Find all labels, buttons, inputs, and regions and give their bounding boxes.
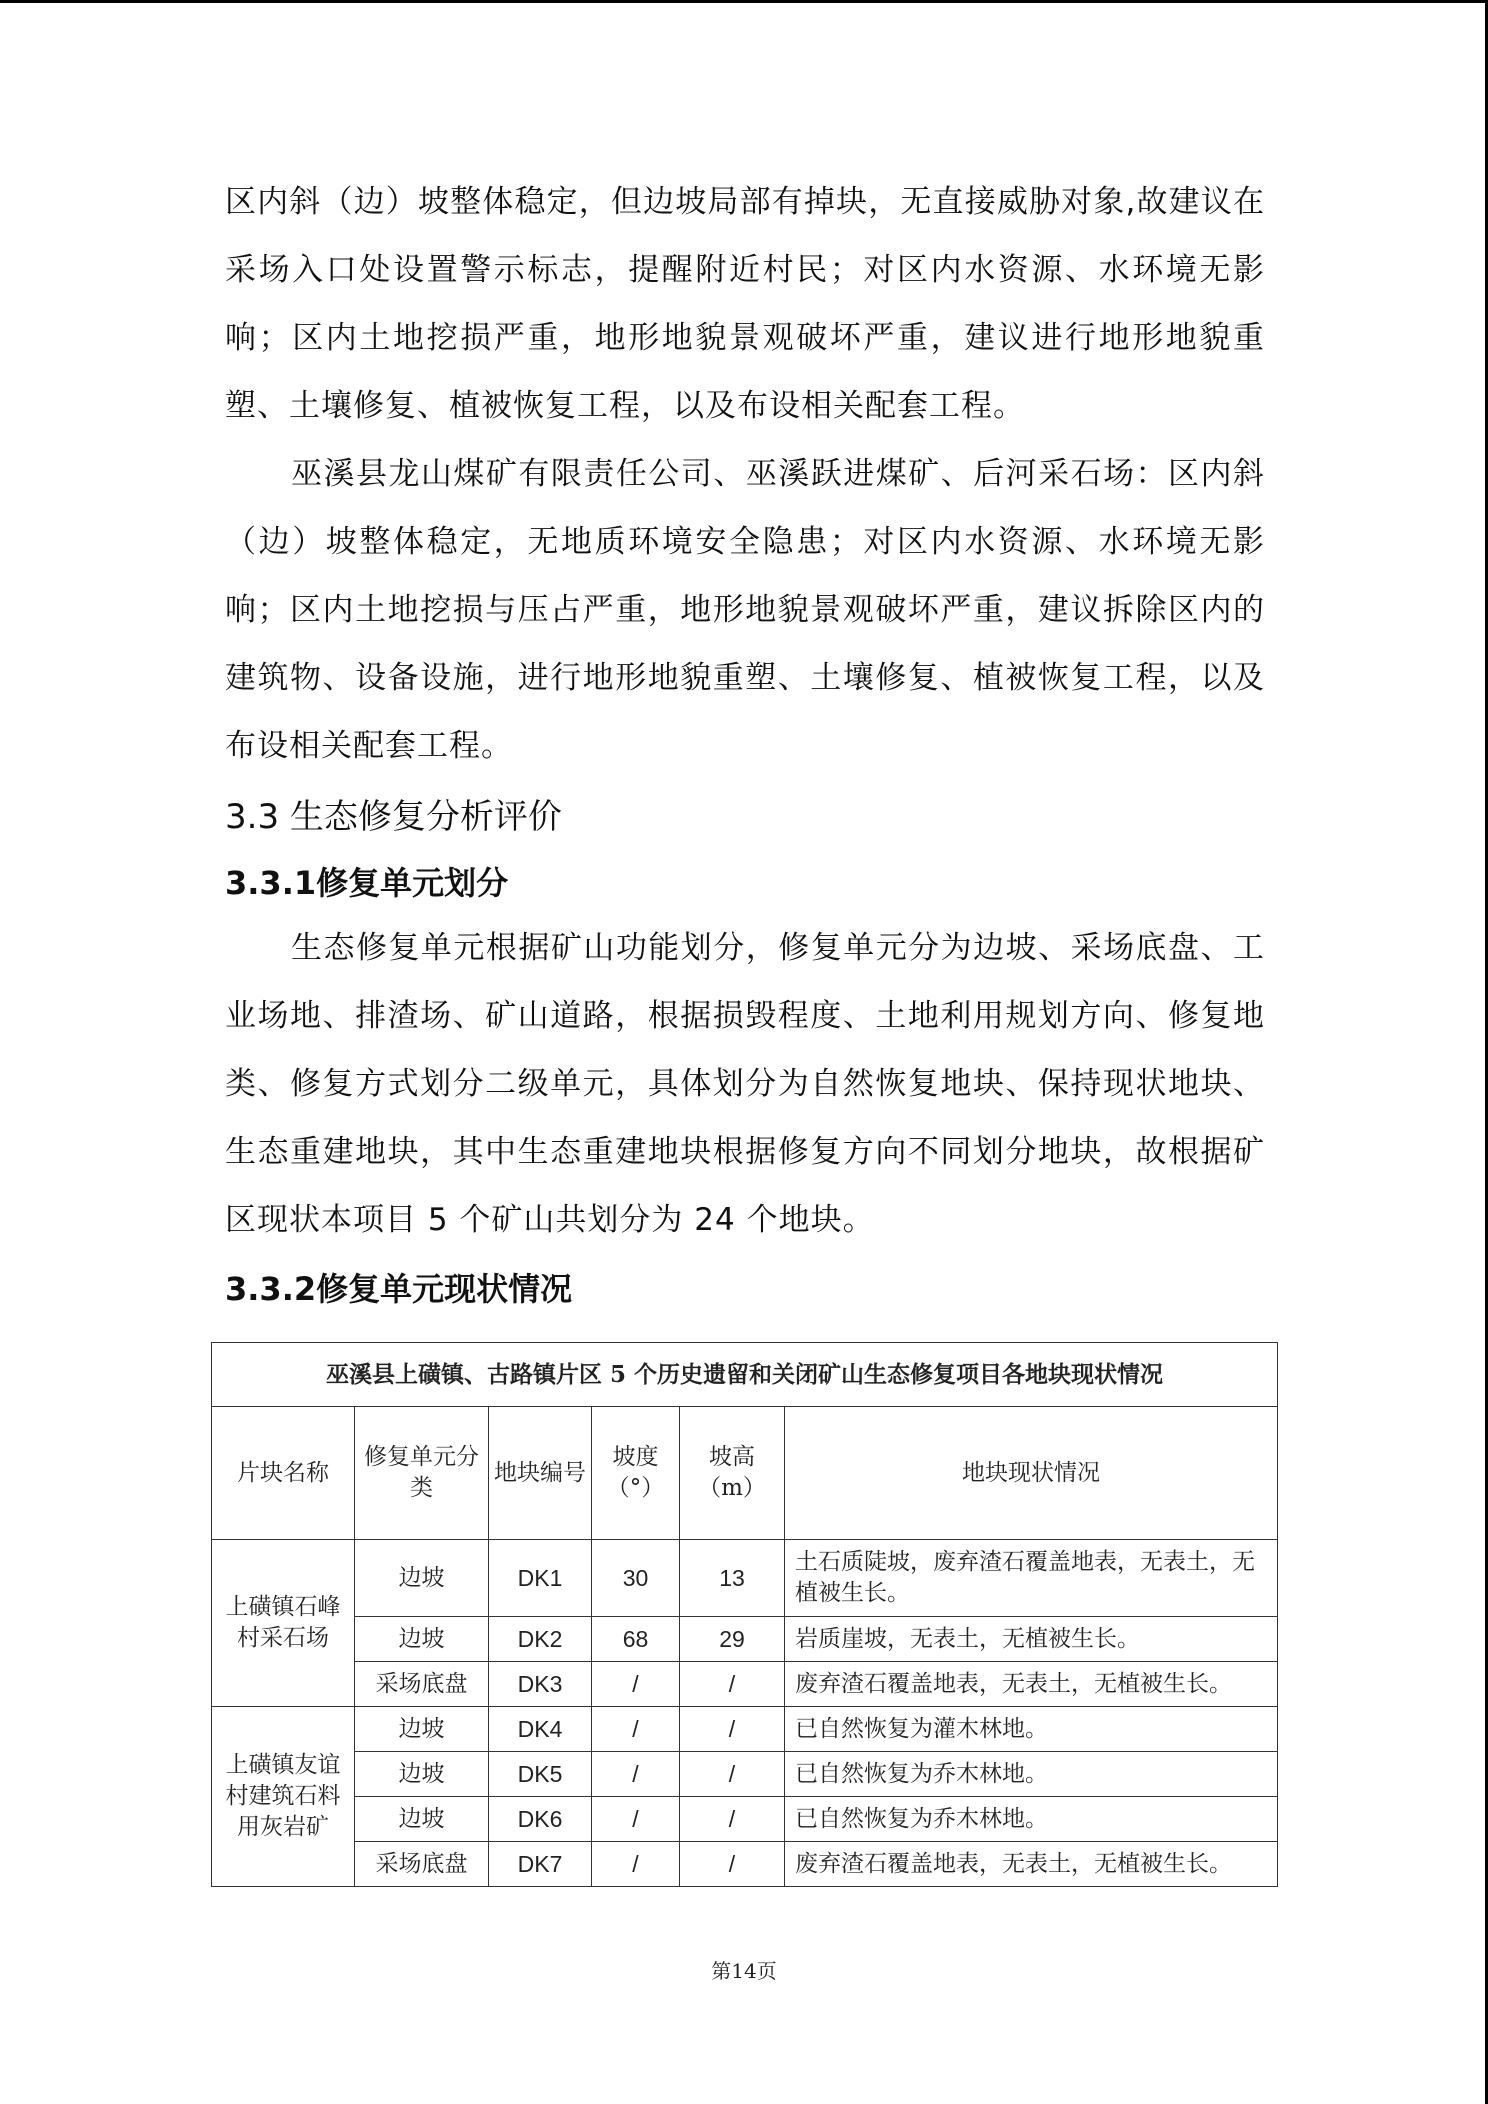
heading-3-3: 3.3 生态修复分析评价 [225, 797, 562, 837]
group-name: 上磺镇石峰村采石场 [212, 1540, 355, 1707]
cell-unit: 边坡 [355, 1540, 489, 1617]
group-name: 上磺镇友谊村建筑石料用灰岩矿 [212, 1707, 355, 1887]
cell-slope: 30 [592, 1540, 680, 1617]
cell-height: / [680, 1842, 785, 1887]
plot-status-table [211, 1342, 1278, 1887]
heading-3-3-2: 3.3.2修复单元现状情况 [225, 1270, 573, 1308]
paragraph-slope-assessment: 区内斜（边）坡整体稳定，但边坡局部有掉块，无直接威胁对象,故建议在采场入口处设置警示标志，提醒附近村民；对区内水资源、水环境无影响；区内土地挖损严重，地形地貌景观破坏严重，建议进行地形地貌重塑、土壤修复、植被恢复工程，以及布设相关配套工程。 [225, 184, 1265, 424]
cell-height: 29 [680, 1617, 785, 1662]
page-content [225, 168, 1265, 1320]
cell-code: DK4 [489, 1707, 592, 1752]
table-row [212, 1752, 1278, 1797]
header-name: 片块名称 [212, 1407, 355, 1540]
table-header-row [212, 1407, 1278, 1540]
cell-status: 已自然恢复为灌木林地。 [785, 1707, 1278, 1752]
header-height: 坡高（m） [680, 1407, 785, 1540]
table-row [212, 1842, 1278, 1887]
cell-code: DK6 [489, 1797, 592, 1842]
header-unit: 修复单元分类 [355, 1407, 489, 1540]
cell-code: DK1 [489, 1540, 592, 1617]
cell-slope: / [592, 1842, 680, 1887]
cell-code: DK3 [489, 1662, 592, 1707]
header-status: 地块现状情况 [785, 1407, 1278, 1540]
cell-status: 废弃渣石覆盖地表，无表土，无植被生长。 [785, 1842, 1278, 1887]
cell-status: 已自然恢复为乔木林地。 [785, 1797, 1278, 1842]
cell-height: / [680, 1752, 785, 1797]
cell-status: 废弃渣石覆盖地表，无表土，无植被生长。 [785, 1662, 1278, 1707]
cell-slope: 68 [592, 1617, 680, 1662]
cell-unit: 边坡 [355, 1752, 489, 1797]
paragraph-unit-division: 生态修复单元根据矿山功能划分，修复单元分为边坡、采场底盘、工业场地、排渣场、矿山道路，根据损毁程度、土地利用规划方向、修复地类、修复方式划分二级单元，具体划分为自然恢复地块、保持现状地块、生态重建地块，其中生态重建地块根据修复方向不同划分地块，故根据矿区现状本项目 5 个矿山共划分为 24 个地块。 [225, 930, 1265, 1238]
table-row [212, 1540, 1278, 1617]
cell-status: 岩质崖坡，无表土，无植被生长。 [785, 1617, 1278, 1662]
table-row [212, 1707, 1278, 1752]
cell-height: 13 [680, 1540, 785, 1617]
table-row [212, 1617, 1278, 1662]
heading-3-3-1: 3.3.1修复单元划分 [225, 864, 509, 902]
top-border [0, 0, 1488, 3]
table-row [212, 1797, 1278, 1842]
cell-unit: 边坡 [355, 1797, 489, 1842]
cell-status: 已自然恢复为乔木林地。 [785, 1752, 1278, 1797]
cell-unit: 边坡 [355, 1617, 489, 1662]
cell-code: DK5 [489, 1752, 592, 1797]
cell-unit: 采场底盘 [355, 1842, 489, 1887]
cell-status: 土石质陡坡，废弃渣石覆盖地表，无表土，无植被生长。 [785, 1540, 1278, 1617]
paragraph-coal-mines: 巫溪县龙山煤矿有限责任公司、巫溪跃进煤矿、后河采石场：区内斜（边）坡整体稳定，无地质环境安全隐患；对区内水资源、水环境无影响；区内土地挖损与压占严重，地形地貌景观破坏严重，建议拆除区内的建筑物、设备设施，进行地形地貌重塑、土壤修复、植被恢复工程，以及布设相关配套工程。 [225, 456, 1265, 764]
cell-unit: 采场底盘 [355, 1662, 489, 1707]
cell-height: / [680, 1797, 785, 1842]
cell-slope: / [592, 1752, 680, 1797]
table-row [212, 1662, 1278, 1707]
cell-height: / [680, 1707, 785, 1752]
page-number: 第14页 [711, 1959, 777, 1983]
table-caption: 巫溪县上磺镇、古路镇片区 5 个历史遗留和关闭矿山生态修复项目各地块现状情况 [212, 1343, 1278, 1407]
cell-unit: 边坡 [355, 1707, 489, 1752]
cell-slope: / [592, 1662, 680, 1707]
cell-slope: / [592, 1707, 680, 1752]
header-code: 地块编号 [489, 1407, 592, 1540]
cell-height: / [680, 1662, 785, 1707]
cell-code: DK2 [489, 1617, 592, 1662]
cell-slope: / [592, 1797, 680, 1842]
header-slope: 坡度（°） [592, 1407, 680, 1540]
cell-code: DK7 [489, 1842, 592, 1887]
